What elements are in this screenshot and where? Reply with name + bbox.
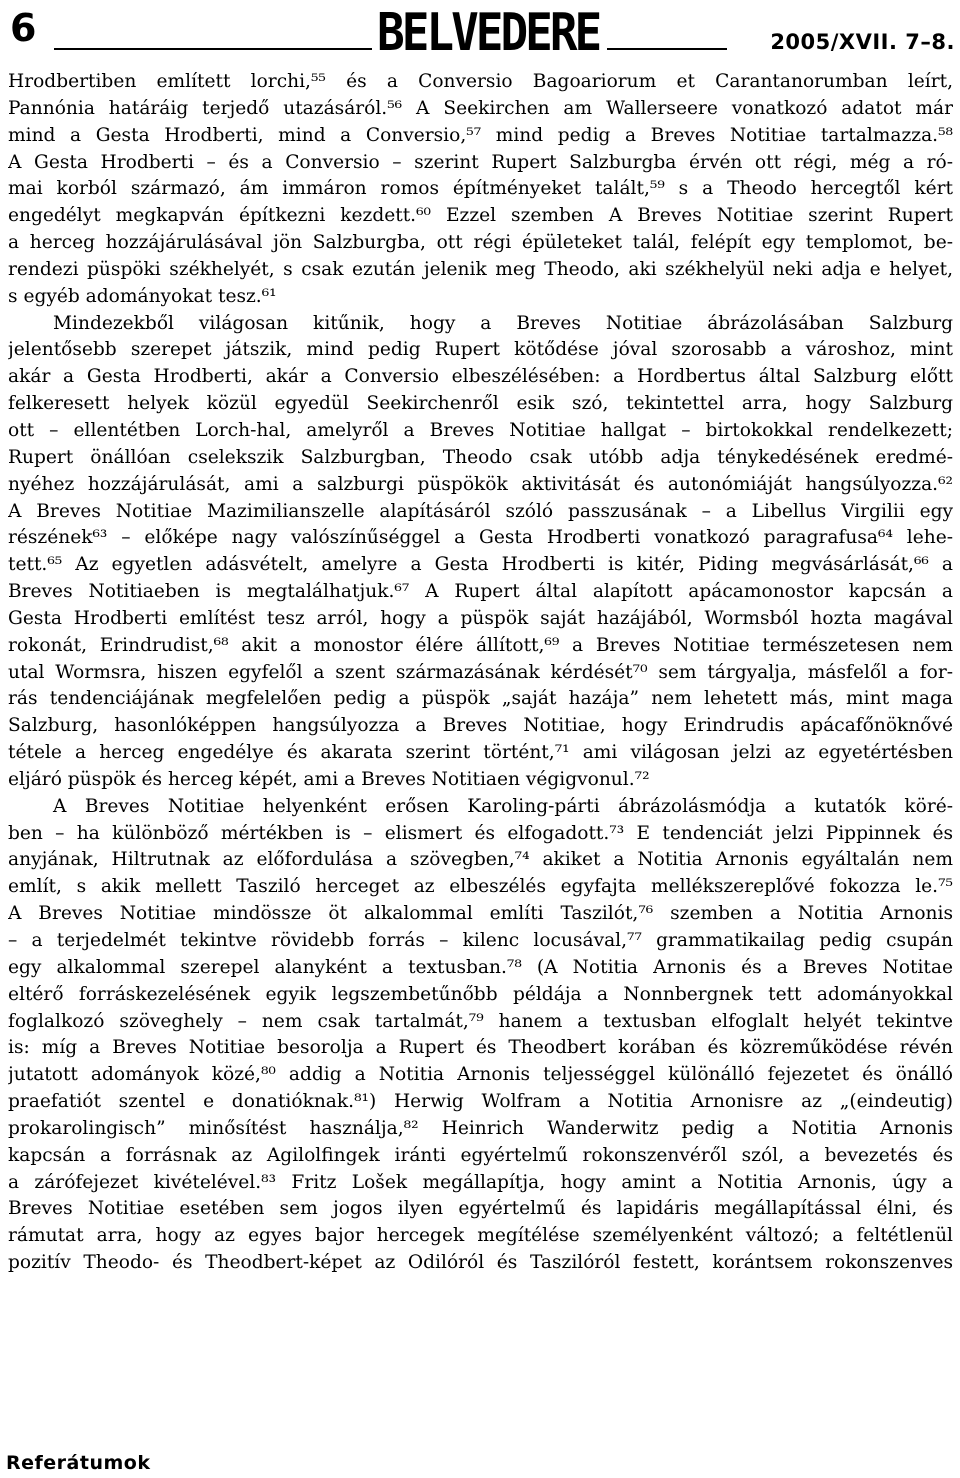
issue-number: 2005/XVII. 7–8. [770, 30, 955, 54]
header-rule-left [54, 48, 372, 50]
section-footer: Referátumok [6, 1452, 151, 1474]
text-line: anyjának, Hiltrutnak az előfordulása a szövegben,⁷⁴ akiket a Notitia Arnonis egyáltalán nem [8, 849, 953, 871]
text-line: utal Wormsra, hiszen egyfelől a szent származásának kérdését⁷⁰ sem tárgyalja, másfelől a for- [8, 661, 953, 683]
text-line: eltérő forráskezelésének egyik legszembetűnőbb példája a Nonnbergnek tett adományokkal [8, 983, 953, 1005]
text-line: Gesta Hrodberti említést tesz arról, hogy a püspök saját hazájából, Wormsból hozta magával [8, 607, 953, 629]
journal-logo: BELVEDERE [377, 1, 600, 63]
text-line: Mindezekből világosan kitűnik, hogy a Breves Notitiae ábrázolásában Salzburg [53, 312, 953, 334]
header-rule-right [607, 48, 727, 50]
text-line: Breves Notitiae esetében sem jogos ilyen egyértelmű és lapidáris megállapítással élni, és [8, 1198, 953, 1220]
text-line: a zárófejezet kivételével.⁸³ Fritz Lošek megállapítja, hogy amint a Notitia Arnonis, úgy a [8, 1171, 953, 1193]
page-header [10, 1, 955, 63]
text-line: egy alkalommal szerepel alanyként a textusban.⁷⁸ (A Notitia Arnonis és a Breves Notitae [8, 956, 953, 978]
text-line: tett.⁶⁵ Az egyetlen adásvételt, amelyre a Gesta Hrodberti is kitér, Piding megvásárlását,⁶⁶ a [8, 554, 953, 576]
text-line: praefatiót szentel e donatióknak.⁸¹) Herwig Wolfram a Notitia Arnonisre az „(eindeutig) [8, 1091, 953, 1113]
text-line: ben – ha különböző mértékben is – elismert és elfogadott.⁷³ E tendenciát jelzi Pippinnek és [8, 822, 953, 844]
text-line: mind a Gesta Hrodberti, mind a Conversio,⁵⁷ mind pedig a Breves Notitiae tartalmazza.⁵⁸ [8, 124, 953, 146]
article-body [8, 69, 953, 1304]
text-line: A Breves Notitiae helyenként erősen Karoling-párti ábrázolásmódja a kutatók köré- [53, 795, 953, 817]
text-line: rendezi püspöki székhelyét, s csak ezután jelenik meg Theodo, aki székhelyül neki adja e helyet, [8, 258, 953, 280]
text-line: részének⁶³ – előképe nagy valószínűséggel a Gesta Hrodberti vonatkozó paragrafusa⁶⁴ lehe- [8, 527, 953, 549]
text-line: A Gesta Hrodberti – és a Conversio – szerint Rupert Salzburgba érvén ott régi, még a ró- [8, 151, 953, 173]
page-number: 6 [10, 6, 37, 50]
text-line: mai korból származó, ám immáron romos építményeket talált,⁵⁹ s a Theodo hercegtől kért [8, 178, 953, 200]
text-line: pozitív Theodo- és Theodbert-képet az Odilóról és Taszilóról festett, korántsem rokonszenves [8, 1252, 953, 1274]
text-line: eljáró püspök és herceg képét, ami a Breves Notitiaen végigvonul.⁷² [8, 768, 650, 790]
text-line: prokarolingisch” minősítést használja,⁸² Heinrich Wanderwitz pedig a Notitia Arnonis [8, 1117, 953, 1139]
text-line: – a terjedelmét tekintve rövidebb forrás – kilenc locusával,⁷⁷ grammatikailag pedig csupán [8, 930, 953, 951]
text-line: a herceg hozzájárulásával jön Salzburgba, ott régi épületeket talál, felépít egy templomot, be- [8, 232, 953, 254]
text-line: Breves Notitiaeben is megtalálhatjuk.⁶⁷ A Rupert által alapított apácamonostor kapcsán a [8, 581, 953, 603]
text-line: foglalkozó szöveghely – nem csak tartalmát,⁷⁹ hanem a textusban elfoglalt helyét tekintve [8, 1010, 953, 1032]
text-line: felkeresett helyek közül egyedül Seekirchenről esik szó, tekintettel arra, hogy Salzburg [8, 393, 953, 415]
text-line: nyéhez hozzájárulását, ami a salzburgi püspökök aktivitását és autonómiáját hangsúlyozza.⁶² [8, 473, 953, 495]
text-line: akár a Gesta Hrodberti, akár a Conversio elbeszélésében: a Hordbertus által Salzburg előtt [8, 366, 953, 388]
text-line: rokonát, Erindrudist,⁶⁸ akit a monostor élére állított,⁶⁹ a Breves Notitiae természetesen nem [8, 634, 953, 656]
text-line: említ, s akik mellett Tasziló herceget az elbeszélés egyfajta mellékszereplővé fokozza le.⁷⁵ [8, 876, 953, 898]
text-line: jutatott adományok közé,⁸⁰ addig a Notitia Arnonis teljességgel különálló fejezetet és önálló [8, 1064, 953, 1086]
text-line: is: míg a Breves Notitiae besorolja a Rupert és Theodbert korában és közreműködése révén [8, 1037, 953, 1059]
text-line: A Breves Notitiae mindössze öt alkalommal említi Taszilót,⁷⁶ szemben a Notitia Arnonis [8, 903, 953, 925]
text-line [8, 1277, 953, 1304]
text-line: jelentősebb szerepet játszik, mind pedig Rupert kötődése jóval szorosabb a városhoz, mint [8, 339, 953, 361]
text-line: Salzburg, hasonlóképpen hangsúlyozza a Breves Notitiae, hogy Erindrudis apácafőnöknővé [8, 715, 953, 737]
text-line: Hrodbertiben említett lorchi,⁵⁵ és a Conversio Bagoariorum et Carantanorumban leírt, [8, 71, 953, 92]
text-line: rámutat arra, hogy az egyes bajor hercegek megítélése személyenként változó; a feltétlenül [8, 1225, 953, 1247]
text-line: Pannónia határáig terjedő utazásáról.⁵⁶ A Seekirchen am Wallerseere vonatkozó adatot már [8, 97, 953, 119]
text-line: rás tendenciájának megfelelően pedig a püspök „saját hazája” nem lehetett más, mint maga [8, 688, 953, 710]
text-line: ott – ellentétben Lorch-hal, amelyről a Breves Notitiae hallgat – birtokokkal rendelkezett; [8, 419, 953, 441]
text-line: s egyéb adományokat tesz.⁶¹ [8, 285, 277, 307]
text-line: A Breves Notitiae Mazimilianszelle alapításáról szóló passzusának – a Libellus Virgilii egy [8, 500, 953, 522]
text-line: tétele a herceg engedélye és akarata szerint történt,⁷¹ ami világosan jelzi az egyetértésben [8, 742, 953, 764]
text-line: kapcsán a forrásnak az Agilolfingek iránti egyértelmű rokonszenvéről szól, a bevezetés és [8, 1144, 953, 1166]
text-line: Rupert önállóan cselekszik Salzburgban, Theodo csak utóbb adja ténykedésének eredmé- [8, 446, 953, 468]
text-line: engedélyt megkapván építkezni kezdett.⁶⁰ Ezzel szemben A Breves Notitiae szerint Rupert [8, 205, 953, 227]
